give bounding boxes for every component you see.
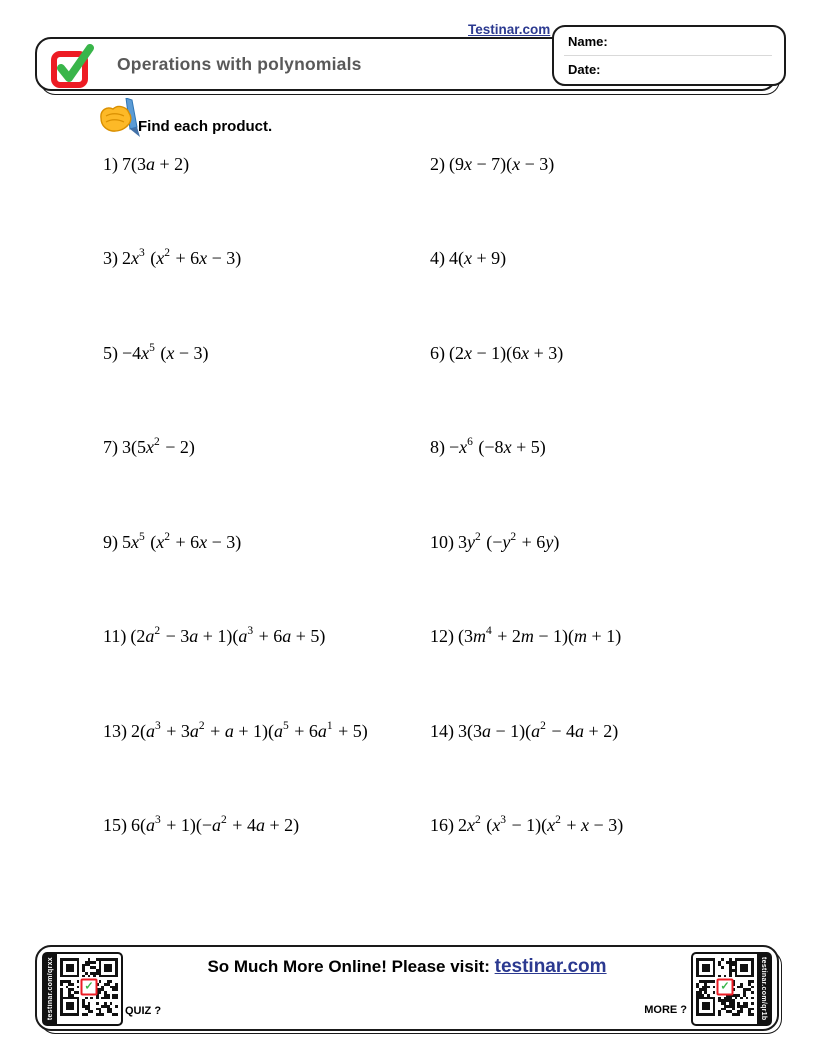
problem-expression: 7(3a + 2)	[122, 154, 190, 174]
problem-number: 3)	[103, 248, 118, 268]
quiz-qr-url-label: testinar.com/qrxx	[44, 954, 57, 1024]
problem-expression: $2(a^3 + 3a^2 + a + 1)(a^5 + 6a^1 + 5)$	[131, 720, 368, 741]
problem-expression: (2x − 1)(6x + 3)	[449, 343, 564, 363]
problem-number: 11)	[103, 626, 127, 646]
problem-number: 2)	[430, 154, 445, 174]
checkbox-logo-icon	[49, 41, 95, 89]
problem-item	[103, 815, 299, 836]
problem-number: 4)	[430, 248, 445, 268]
problem-number: 6)	[430, 343, 445, 363]
problem-expression: 4(x + 9)	[449, 248, 507, 268]
problem-item	[103, 437, 195, 458]
footer-site-link[interactable]: testinar.com	[494, 956, 607, 977]
quiz-qr-code[interactable]	[42, 952, 123, 1026]
date-field[interactable]	[554, 56, 784, 83]
problem-expression: $(3m^4 + 2m - 1)(m + 1)$	[458, 625, 622, 646]
name-date-box	[552, 25, 786, 86]
problem-item	[430, 721, 618, 742]
more-label: MORE ?	[644, 1004, 687, 1016]
qr-center-check-icon: ✓	[81, 979, 98, 996]
problem-number: 8)	[430, 437, 445, 457]
problem-expression: (9x − 7)(x − 3)	[449, 154, 555, 174]
problem-number: 7)	[103, 437, 118, 457]
problem-expression: $5x^5$ $(x^2 + 6x - 3)$	[122, 531, 242, 552]
problem-number: 16)	[430, 815, 454, 835]
problem-number: 15)	[103, 815, 127, 835]
date-label: Date:	[568, 62, 601, 77]
quiz-label: QUIZ ?	[125, 1005, 162, 1017]
problem-item	[430, 154, 554, 175]
footer-message-text: So Much More Online! Please visit:	[207, 957, 495, 976]
problem-item	[103, 626, 325, 647]
hand-writing-icon	[98, 98, 142, 138]
problem-number: 14)	[430, 721, 454, 741]
problem-number: 9)	[103, 532, 118, 552]
problem-expression: $3(3a - 1)(a^2 - 4a + 2)$	[458, 720, 619, 741]
problem-expression: $(2a^2 - 3a + 1)(a^3 + 6a + 5)$	[130, 625, 326, 646]
problem-expression: $2x^3$ $(x^2 + 6x - 3)$	[122, 247, 242, 268]
qr-center-check-icon: ✓	[717, 979, 734, 996]
problem-item	[103, 154, 189, 175]
name-label: Name:	[568, 33, 608, 49]
problem-item	[430, 532, 559, 553]
footer-message	[207, 956, 606, 978]
problem-number: 12)	[430, 626, 454, 646]
problem-expression: $3(5x^2 - 2)$	[122, 436, 195, 457]
problem-expression: $6(a^3 + 1)(-a^2 + 4a + 2)$	[131, 814, 300, 835]
problem-item	[430, 437, 546, 458]
problem-number: 10)	[430, 532, 454, 552]
problem-number: 13)	[103, 721, 127, 741]
problem-item	[103, 721, 368, 742]
problem-expression: $-x^6$ (−8x + 5)	[449, 436, 546, 457]
problem-item	[430, 815, 623, 836]
more-qr-url-label: testinar.com/qr1b	[757, 954, 770, 1024]
problem-item	[430, 626, 621, 647]
footer-box	[35, 945, 779, 1031]
problem-expression: $2x^2$ $(x^3 - 1)(x^2 + x - 3)$	[458, 814, 624, 835]
instruction-text: Find each product.	[138, 118, 273, 135]
more-qr-code[interactable]	[691, 952, 772, 1026]
problem-number: 1)	[103, 154, 118, 174]
problem-item	[430, 343, 563, 364]
problem-item	[103, 343, 209, 364]
site-link-top[interactable]: Testinar.com	[468, 22, 551, 37]
page-title: Operations with polynomials	[117, 53, 362, 74]
instruction-row	[98, 98, 272, 138]
problem-expression: $-4x^5$ (x − 3)	[122, 342, 209, 363]
problem-item	[103, 532, 241, 553]
problem-item	[430, 248, 506, 269]
problem-item	[103, 248, 241, 269]
problem-number: 5)	[103, 343, 118, 363]
name-field[interactable]	[554, 27, 784, 55]
problem-expression: $3y^2$ $(-y^2 + 6y)$	[458, 531, 560, 552]
